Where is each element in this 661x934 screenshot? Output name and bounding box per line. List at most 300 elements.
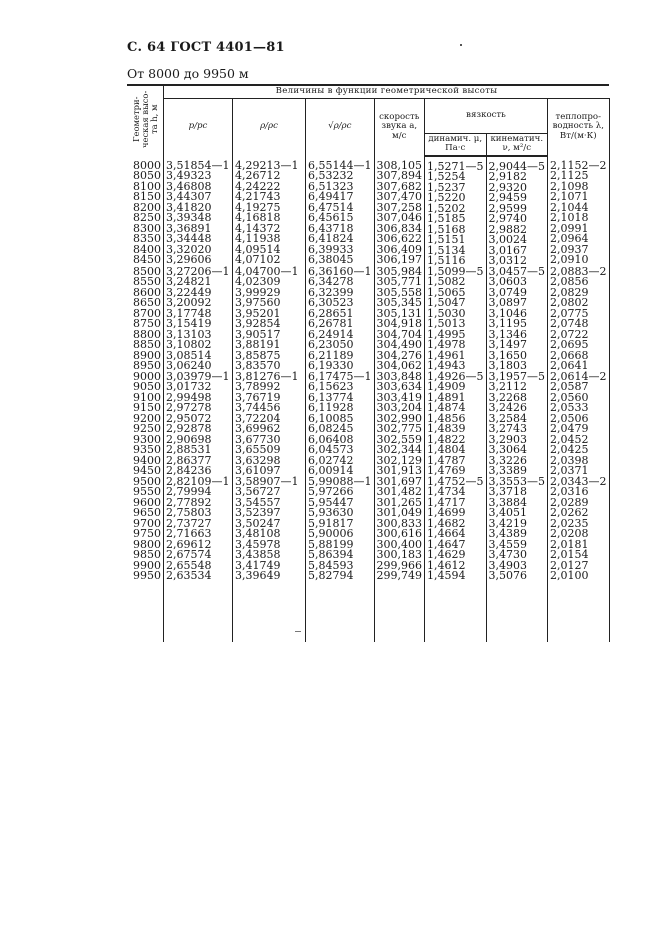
table-cell: 305,558	[376, 285, 422, 299]
cell-column-altitude	[127, 264, 164, 372]
table-cell: 3,1046	[488, 306, 527, 320]
table-cell: 5,86394	[308, 548, 354, 561]
table-cell: 6,04573	[308, 443, 354, 456]
table-cell: 3,88191	[235, 338, 281, 351]
table-cell: 1,4961	[427, 348, 466, 362]
table-cell: 1,4717	[427, 495, 466, 509]
table-cell: 8900	[133, 348, 161, 362]
table-cell: 2,97278	[166, 401, 212, 414]
table-cell: 3,3553—5	[488, 474, 545, 488]
table-cell: 6,00914	[308, 464, 354, 477]
table-cell: 2,0722	[550, 327, 589, 341]
table-cell: 9600	[133, 495, 161, 509]
table-cell: 2,1044	[550, 200, 589, 214]
table-cell: 3,1650	[488, 348, 527, 362]
table-cell: 306,197	[376, 253, 422, 266]
table-cell: 3,4903	[488, 558, 527, 572]
table-cell: 4,16818	[235, 211, 281, 224]
table-cell: 2,9882	[488, 222, 527, 236]
table-cell: 304,062	[376, 359, 422, 372]
table-cell: 6,11928	[308, 401, 354, 414]
table-cell: 3,0897	[488, 296, 527, 309]
table-cell: 2,0856	[550, 275, 589, 288]
table-cell: 2,95072	[166, 411, 212, 425]
col-header-rho-ratio: ρ/ρс	[233, 98, 306, 156]
table-cell: 305,345	[376, 296, 422, 309]
table-cell: 3,4559	[488, 537, 527, 551]
table-cell: 1,5134	[427, 243, 466, 257]
table-cell: 3,49323	[166, 169, 212, 182]
table-cell: 3,1803	[488, 359, 527, 372]
table-cell: 9500	[133, 474, 161, 488]
table-cell: 6,55144—1	[308, 158, 372, 172]
table-cell: 2,1071	[550, 190, 589, 203]
table-cell: 1,5099—5	[427, 264, 484, 278]
table-cell: 6,45615	[308, 211, 354, 224]
table-cell: 1,5116	[427, 254, 466, 267]
table-cell: 2,0964	[550, 232, 589, 245]
table-cell: 2,0289	[550, 495, 589, 509]
table-cell: 306,834	[376, 221, 422, 235]
table-cell: 1,4594	[427, 569, 466, 582]
table-cell: 2,0829	[550, 285, 589, 299]
table-cell: 300,183	[376, 548, 422, 561]
table-cell: 1,4909	[427, 380, 466, 393]
table-cell: 5,84593	[308, 558, 354, 572]
cell-column-p-ratio	[164, 264, 233, 372]
table-cell: 308,105	[376, 158, 422, 172]
table-cell: 6,17475—1	[308, 369, 372, 383]
table-cell: 3,99929	[235, 285, 281, 299]
table-cell: 6,28651	[308, 306, 354, 320]
col-header-sound-speed: скорость звука a, м/с	[374, 98, 425, 156]
table-cell: 8850	[133, 338, 161, 351]
atmosphere-table	[127, 84, 610, 642]
table-body	[127, 156, 609, 642]
table-cell: 3,41820	[166, 200, 212, 214]
col-header-altitude: Геометри-ческая высо-та h, м	[127, 85, 164, 156]
table-cell: 3,43858	[235, 548, 281, 561]
table-cell: 3,65509	[235, 443, 281, 456]
table-cell: 1,5030	[427, 306, 466, 320]
table-cell: 3,4051	[488, 506, 527, 519]
table-cell: 8550	[133, 275, 161, 288]
table-cell: 2,0587	[550, 380, 589, 393]
table-cell: 8650	[133, 296, 161, 309]
cell-column-p-ratio	[164, 474, 233, 642]
cell-column-kinematic-viscosity	[486, 156, 548, 267]
table-cell: 5,99088—1	[308, 474, 372, 488]
cell-column-sound-speed	[374, 264, 425, 372]
table-cell: 9150	[133, 401, 161, 414]
table-cell: 2,0533	[550, 401, 589, 414]
table-cell: 2,63534	[166, 569, 212, 582]
table-cell: 2,0100	[550, 569, 589, 582]
table-cell: 1,5271—5	[427, 159, 484, 173]
table-cell: 3,41749	[235, 558, 281, 572]
table-cell: 3,2268	[488, 390, 527, 404]
table-cell: 5,88199	[308, 537, 354, 551]
table-cell: 1,4612	[427, 558, 466, 572]
table-cell: 5,97266	[308, 485, 354, 498]
table-cell: 301,697	[376, 474, 422, 488]
table-cell: 1,4804	[427, 443, 466, 456]
cell-column-sound-speed	[374, 369, 425, 477]
table-cell: 2,77892	[166, 495, 212, 509]
table-cell: 306,622	[376, 232, 422, 245]
table-cell: 3,97560	[235, 296, 281, 309]
table-cell: 2,0452	[550, 432, 589, 446]
table-cell: 8100	[133, 179, 161, 193]
table-cell: 3,51854—1	[166, 158, 230, 172]
table-cell: 2,9044—5	[488, 159, 545, 173]
table-cell: 3,13103	[166, 327, 212, 341]
table-cell: 8750	[133, 317, 161, 330]
table-cell: 4,24222	[235, 179, 281, 193]
table-cell: 3,36891	[166, 221, 212, 235]
table-cell: 4,21743	[235, 190, 281, 203]
table-cell: 2,0910	[550, 253, 589, 266]
table-cell: 9050	[133, 380, 161, 393]
table-cell: 1,5202	[427, 201, 466, 215]
table-cell: 307,470	[376, 190, 422, 203]
table-cell: 1,4822	[427, 432, 466, 446]
cell-column-rho-ratio	[233, 264, 306, 372]
table-cell: 4,07102	[235, 253, 281, 266]
cell-column-dynamic-viscosity	[425, 156, 487, 267]
table-cell: 2,0208	[550, 527, 589, 540]
table-cell: 8200	[133, 200, 161, 214]
table-cell: 3,85875	[235, 348, 281, 362]
table-cell: 1,4647	[427, 537, 466, 551]
table-cell: 307,894	[376, 169, 422, 182]
table-cell: 6,02742	[308, 453, 354, 467]
table-cell: 304,490	[376, 338, 422, 351]
table-cell: 2,0991	[550, 221, 589, 235]
table-cell: 1,4682	[427, 516, 466, 530]
table-cell: 8950	[133, 359, 161, 372]
table-cell: 2,9599	[488, 201, 527, 215]
cell-column-kinematic-viscosity	[486, 264, 548, 372]
cell-column-p-ratio	[164, 156, 233, 267]
table-cell: 3,0749	[488, 285, 527, 299]
table-cell: 302,559	[376, 432, 422, 446]
table-cell: 3,90517	[235, 327, 281, 341]
table-cell: 301,265	[376, 495, 422, 509]
table-cell: 2,69612	[166, 537, 212, 551]
table-cell: 2,0181	[550, 537, 589, 551]
cell-column-sound-speed	[374, 156, 425, 267]
table-cell: 307,682	[376, 179, 422, 193]
table-cell: 2,0668	[550, 348, 589, 362]
table-cell: 2,9740	[488, 212, 527, 225]
table-cell: 9950	[133, 569, 161, 582]
table-cell: 6,15623	[308, 380, 354, 393]
table-cell: 2,90698	[166, 432, 212, 446]
table-cell: 3,1497	[488, 338, 527, 351]
table-cell: 3,61097	[235, 464, 281, 477]
table-cell: 3,1195	[488, 317, 527, 330]
table-cell: 8700	[133, 306, 161, 320]
table-cell: 8350	[133, 232, 161, 245]
table-cell: 302,344	[376, 443, 422, 456]
table-cell: 3,3064	[488, 443, 527, 456]
table-cell: 2,67574	[166, 548, 212, 561]
table-cell: 3,48108	[235, 527, 281, 540]
table-cell: 2,0425	[550, 443, 589, 456]
table-cell: 301,482	[376, 485, 422, 498]
table-cell: 6,36160—1	[308, 264, 372, 278]
table-cell: 2,82109—1	[166, 474, 230, 488]
table-cell: 1,5254	[427, 170, 466, 183]
table-cell: 1,4752—5	[427, 474, 484, 488]
table-cell: 6,32399	[308, 285, 354, 299]
table-cell: 2,0802	[550, 296, 589, 309]
table-cell: 9350	[133, 443, 161, 456]
table-cell: 1,5168	[427, 222, 466, 236]
table-cell: 300,833	[376, 516, 422, 530]
table-cell: 2,9182	[488, 170, 527, 183]
table-cell: 2,92878	[166, 422, 212, 435]
table-cell: 4,09514	[235, 242, 281, 256]
table-cell: 4,26712	[235, 169, 281, 182]
table-cell: 3,0457—5	[488, 264, 545, 278]
table-cell: 3,3718	[488, 485, 527, 498]
table-cell: 3,34448	[166, 232, 212, 245]
table-cell: 3,17748	[166, 306, 212, 320]
table-cell: 8000	[133, 158, 161, 172]
table-cell: 2,73727	[166, 516, 212, 530]
table-cell: 3,2584	[488, 411, 527, 425]
table-cell: 3,54557	[235, 495, 281, 509]
table-cell: 2,99498	[166, 390, 212, 404]
table-cell: 8300	[133, 221, 161, 235]
table-cell: 304,704	[376, 327, 422, 341]
table-cell: 2,71663	[166, 527, 212, 540]
table-cell: 1,5151	[427, 233, 466, 246]
table-cell: 2,9459	[488, 191, 527, 204]
table-cell: 3,1346	[488, 327, 527, 341]
table-cell: 1,4664	[427, 527, 466, 540]
table-cell: 3,52397	[235, 506, 281, 519]
table-cell: 3,27206—1	[166, 264, 230, 278]
table-cell: 1,5220	[427, 191, 466, 204]
table-cell: 9200	[133, 411, 161, 425]
table-cell: 5,90006	[308, 527, 354, 540]
table-cell: 1,5047	[427, 296, 466, 309]
table-cell: 1,4734	[427, 485, 466, 498]
table-cell: 9450	[133, 464, 161, 477]
table-cell: 4,02309	[235, 275, 281, 288]
table-cell: 2,88531	[166, 443, 212, 456]
table-cell: 303,419	[376, 390, 422, 404]
table-cell: 9650	[133, 506, 161, 519]
col-header-kinematic-viscosity: кинематич. ν, м²/с	[486, 133, 548, 156]
table-cell: 3,08514	[166, 348, 212, 362]
table-cell: 3,4730	[488, 548, 527, 561]
table-cell: 300,400	[376, 537, 422, 551]
table-cell: 302,775	[376, 422, 422, 435]
cell-column-sqrt-rho-ratio	[306, 369, 375, 477]
table-cell: 3,0603	[488, 275, 527, 288]
table-cell: 9700	[133, 516, 161, 530]
table-cell: 2,0154	[550, 548, 589, 561]
table-cell: 305,771	[376, 275, 422, 288]
table-block	[127, 156, 609, 267]
table-cell: 1,5185	[427, 212, 466, 225]
table-cell: 2,1125	[550, 169, 589, 182]
table-cell: 3,3389	[488, 464, 527, 477]
table-cell: 3,95201	[235, 306, 281, 320]
table-cell: 6,49417	[308, 190, 354, 203]
table-cell: 6,41824	[308, 232, 354, 245]
table-cell: 4,11938	[235, 232, 281, 245]
table-cell: 1,4995	[427, 327, 466, 341]
table-cell: 6,24914	[308, 327, 354, 341]
table-cell: 3,45978	[235, 537, 281, 551]
cell-column-altitude	[127, 474, 164, 642]
cell-column-thermal-conductivity	[548, 156, 610, 267]
cell-column-rho-ratio	[233, 156, 306, 267]
table-cell: 3,3884	[488, 495, 527, 509]
table-cell: 3,1957—5	[488, 369, 545, 383]
table-cell: 2,0235	[550, 516, 589, 530]
table-cell: 305,131	[376, 306, 422, 320]
table-cell: 303,848	[376, 369, 422, 383]
table-cell: 1,5013	[427, 317, 466, 330]
table-cell: 3,67730	[235, 432, 281, 446]
table-cell: 3,4219	[488, 516, 527, 530]
table-cell: 2,0479	[550, 422, 589, 435]
table-cell: 3,92854	[235, 317, 281, 330]
table-cell: 4,29213—1	[235, 158, 299, 172]
table-cell: 2,0614—2	[550, 369, 607, 383]
table-cell: 3,58907—1	[235, 474, 299, 488]
table-cell: 3,72204	[235, 411, 281, 425]
cell-column-p-ratio	[164, 369, 233, 477]
table-cell: 6,39933	[308, 242, 354, 256]
cell-column-kinematic-viscosity	[486, 369, 548, 477]
table-cell: 3,15419	[166, 317, 212, 330]
table-cell: 5,93630	[308, 506, 354, 519]
cell-column-thermal-conductivity	[548, 474, 610, 642]
table-cell: 6,47514	[308, 200, 354, 214]
table-cell: 307,046	[376, 211, 422, 224]
table-cell: 2,86377	[166, 453, 212, 467]
col-header-p-ratio: p/pс	[164, 98, 233, 156]
table-cell: 3,63298	[235, 453, 281, 467]
col-header-thermal-conductivity: теплопро-водность λ, Вт/(м·К)	[548, 98, 610, 156]
table-cell: 304,918	[376, 317, 422, 330]
page-mark	[295, 631, 301, 632]
table-cell: 6,06408	[308, 432, 354, 446]
cell-column-dynamic-viscosity	[425, 474, 487, 642]
table-cell: 299,966	[376, 558, 422, 572]
table-cell: 8050	[133, 169, 161, 182]
table-cell: 3,69962	[235, 422, 281, 435]
table-cell: 6,34278	[308, 275, 354, 288]
cell-column-rho-ratio	[233, 369, 306, 477]
table-cell: 299,749	[376, 569, 422, 582]
table-cell: 3,74456	[235, 401, 281, 414]
table-cell: 1,4856	[427, 411, 466, 425]
cell-column-kinematic-viscosity	[486, 474, 548, 642]
table-cell: 3,01732	[166, 380, 212, 393]
table-cell: 3,78992	[235, 380, 281, 393]
table-cell: 8250	[133, 211, 161, 224]
cell-column-sqrt-rho-ratio	[306, 156, 375, 267]
table-cell: 1,4943	[427, 359, 466, 372]
table-cell: 3,2743	[488, 422, 527, 435]
table-cell: 1,4769	[427, 464, 466, 477]
table-cell: 303,634	[376, 380, 422, 393]
table-cell: 8400	[133, 242, 161, 256]
group-header: Величины в функции геометрической высоты	[164, 85, 610, 98]
table-cell: 3,76719	[235, 390, 281, 404]
table-cell: 3,83570	[235, 359, 281, 372]
table-cell: 3,0312	[488, 254, 527, 267]
table-cell: 9550	[133, 485, 161, 498]
col-header-viscosity: вязкость	[425, 98, 548, 133]
table-cell: 3,5076	[488, 569, 527, 582]
table-cell: 3,03979—1	[166, 369, 230, 383]
table-cell: 6,08245	[308, 422, 354, 435]
table-cell: 3,81276—1	[235, 369, 299, 383]
table-cell: 5,82794	[308, 569, 354, 582]
table-block	[127, 372, 609, 477]
table-cell: 3,56727	[235, 485, 281, 498]
table-cell: 4,14372	[235, 221, 281, 235]
table-cell: 9300	[133, 432, 161, 446]
table-block	[127, 477, 609, 642]
table-cell: 300,616	[376, 527, 422, 540]
table-cell: 3,20092	[166, 296, 212, 309]
table-cell: 3,2426	[488, 401, 527, 414]
cell-column-sqrt-rho-ratio	[306, 474, 375, 642]
table-cell: 2,0775	[550, 306, 589, 320]
table-cell: 3,10802	[166, 338, 212, 351]
table-cell: 1,4891	[427, 390, 466, 404]
table-cell: 2,0641	[550, 359, 589, 372]
table-cell: 5,91817	[308, 516, 354, 530]
table-cell: 3,39348	[166, 211, 212, 224]
table-cell: 4,19275	[235, 200, 281, 214]
table-cell: 6,53232	[308, 169, 354, 182]
table-cell: 1,4874	[427, 401, 466, 414]
table-cell: 1,5237	[427, 180, 466, 194]
table-cell: 6,23050	[308, 338, 354, 351]
cell-column-dynamic-viscosity	[425, 369, 487, 477]
table-cell: 2,0343—2	[550, 474, 607, 488]
table-cell: 2,0371	[550, 464, 589, 477]
table-cell: 3,0167	[488, 243, 527, 257]
table-cell: 8600	[133, 285, 161, 299]
table-cell: 301,913	[376, 464, 422, 477]
cell-column-altitude	[127, 369, 164, 477]
table-cell: 302,129	[376, 453, 422, 467]
table-cell: 2,1152—2	[550, 158, 607, 172]
table-cell: 8500	[133, 264, 161, 278]
table-cell: 3,29606	[166, 253, 212, 266]
table-cell: 2,1018	[550, 211, 589, 224]
table-cell: 303,204	[376, 401, 422, 414]
table-cell: 2,0127	[550, 558, 589, 572]
table-cell: 9100	[133, 390, 161, 404]
table-cell: 2,0560	[550, 390, 589, 404]
table-cell: 304,276	[376, 348, 422, 362]
table-block	[127, 267, 609, 372]
table-cell: 6,30523	[308, 296, 354, 309]
